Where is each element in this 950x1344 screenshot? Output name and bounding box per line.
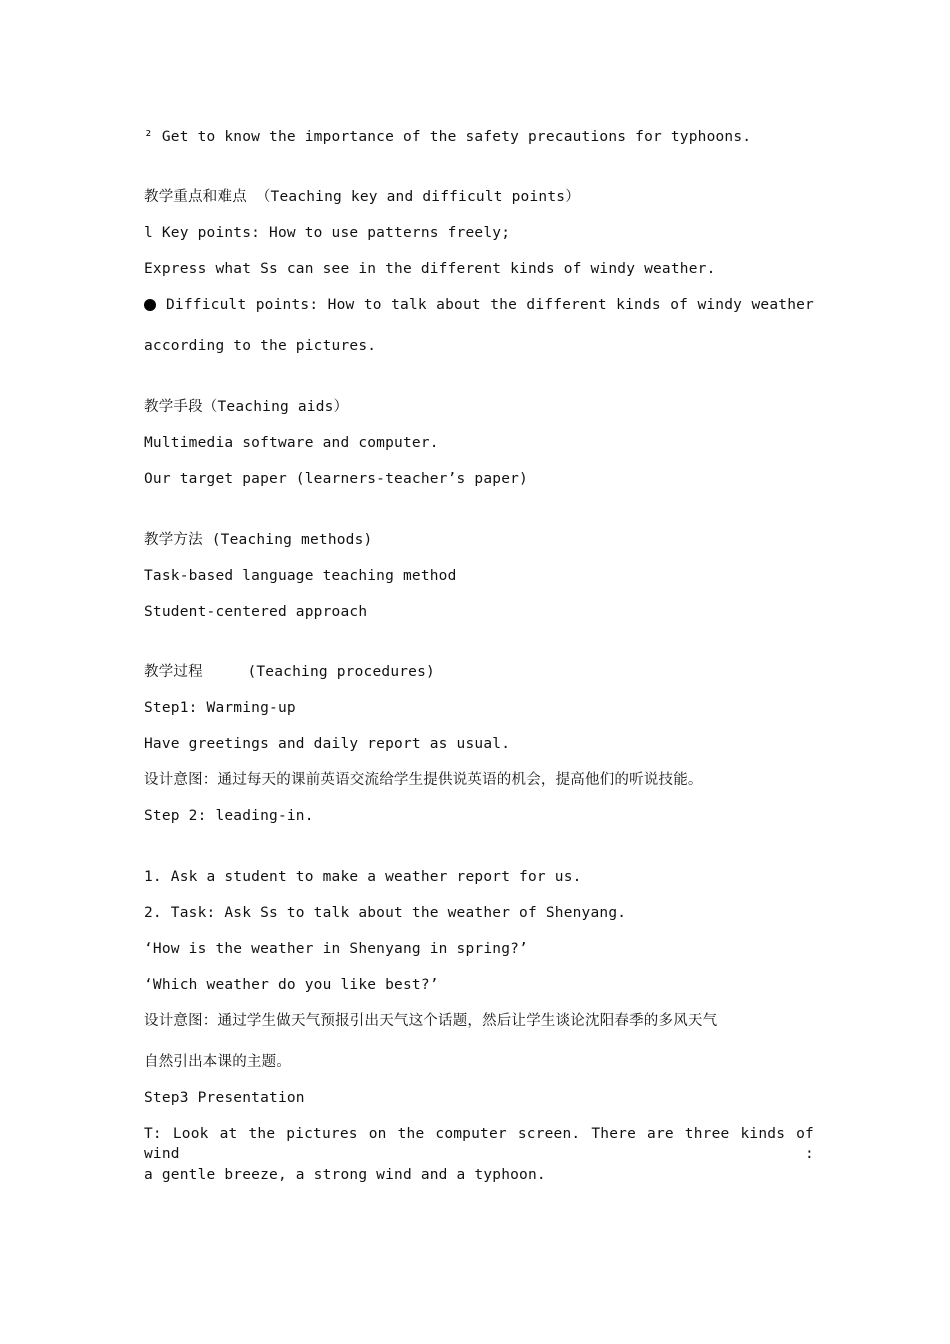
design-intent-line: 设计意图：通过学生做天气预报引出天气这个话题，然后让学生谈论沈阳春季的多风天气 <box>144 1013 718 1029</box>
difficult-points-line: Difficult points: How to talk about the different kinds of windy weather <box>166 297 814 313</box>
teacher-line-continuation: a gentle breeze, a strong wind and a typhoon. <box>144 1167 546 1183</box>
teaching-methods-heading: 教学方法 (Teaching methods) <box>144 532 373 548</box>
teaching-aids-item: Multimedia software and computer. <box>144 435 439 451</box>
difficult-points-continuation: according to the pictures. <box>144 338 377 354</box>
design-intent-line: 设计意图：通过每天的课前英语交流给学生提供说英语的机会，提高他们的听说技能。 <box>144 772 703 788</box>
teaching-aids-item: Our target paper (learners-teacher’s paper) <box>144 471 528 487</box>
step1-text: Have greetings and daily report as usual. <box>144 736 511 752</box>
difficult-points-row <box>144 295 814 315</box>
teaching-aids-heading: 教学手段（Teaching aids） <box>144 399 349 415</box>
step3-heading: Step3 Presentation <box>144 1090 305 1106</box>
list-item: 2. Task: Ask Ss to talk about the weather of Shenyang. <box>144 905 627 921</box>
step2-heading: Step 2: leading-in. <box>144 808 314 824</box>
bullet-dot-icon <box>144 299 156 311</box>
key-points-heading: 教学重点和难点 （Teaching key and difficult points） <box>144 189 580 205</box>
key-points-line: l Key points: How to use patterns freely; <box>144 225 511 241</box>
teacher-line: T: Look at the pictures on the computer screen. There are three kinds of wind : <box>144 1126 814 1162</box>
list-item: 1. Ask a student to make a weather report for us. <box>144 869 582 885</box>
teaching-methods-item: Student-centered approach <box>144 604 368 620</box>
design-intent-continuation: 自然引出本课的主题。 <box>144 1054 291 1070</box>
question-line: ‘How is the weather in Shenyang in spring?’ <box>144 941 528 957</box>
teaching-procedures-heading: 教学过程 (Teaching procedures) <box>144 664 435 680</box>
question-line: ‘Which weather do you like best?’ <box>144 977 439 993</box>
teaching-methods-item: Task-based language teaching method <box>144 568 457 584</box>
step1-heading: Step1: Warming-up <box>144 700 296 716</box>
express-line: Express what Ss can see in the different kinds of windy weather. <box>144 261 716 277</box>
objective-line: ² Get to know the importance of the safety precautions for typhoons. <box>144 129 752 145</box>
